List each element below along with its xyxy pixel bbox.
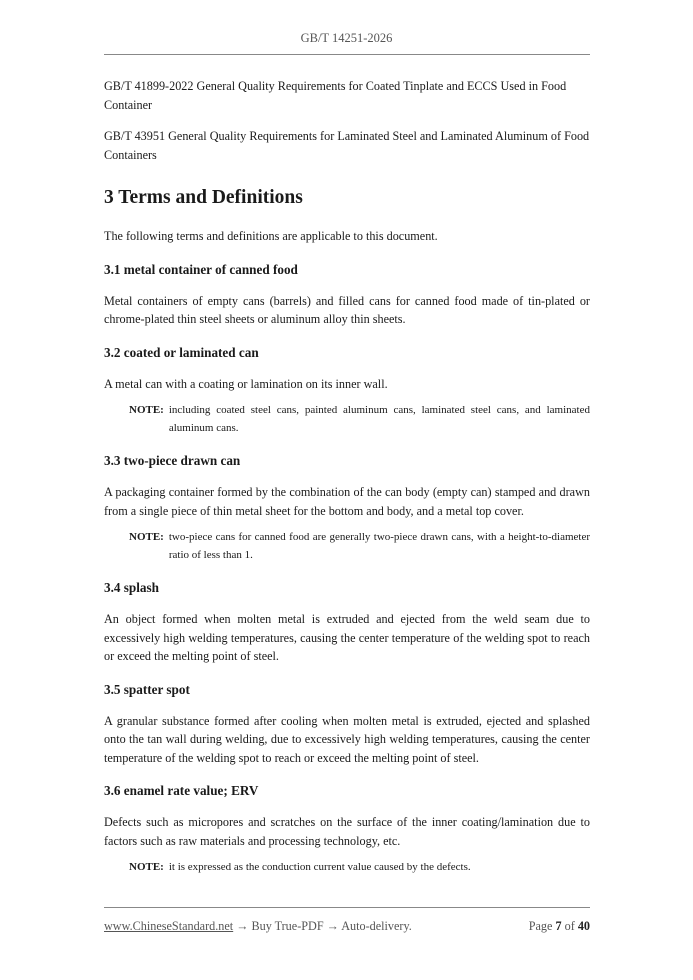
note-text: including coated steel cans, painted aluminum cans, laminated steel cans, and laminated aluminum cans. — [168, 404, 590, 434]
header-rule — [104, 54, 590, 55]
term-heading: 3.1 metal container of canned food — [104, 261, 298, 277]
page-number — [529, 919, 590, 934]
header-title: GB/T 14251-2026 — [300, 31, 393, 45]
website-link[interactable]: www.ChineseStandard.net — [104, 919, 234, 933]
term-definition: An object formed when molten metal is extruded and ejected from the weld seam due to excessively high welding temperatures, causing the center temperature of the welding spot to reach or exceed the melting point of steel. — [104, 612, 590, 663]
delivery-text: Auto-delivery. — [341, 919, 412, 933]
term-note — [129, 528, 590, 564]
term-heading: 3.4 splash — [104, 580, 159, 595]
note-text: two-piece cans for canned food are generally two-piece drawn cans, with a height-to-diameter ratio of less than 1. — [168, 531, 590, 561]
arrow-icon: → — [326, 919, 339, 933]
term-heading: 3.3 two-piece drawn can — [104, 453, 241, 468]
of-word: of — [564, 919, 575, 933]
page-word: Page — [528, 919, 553, 933]
footer-left — [104, 919, 412, 934]
term-heading: 3.2 coated or laminated can — [104, 344, 259, 360]
term-note — [129, 858, 590, 876]
note-label: NOTE: — [129, 404, 164, 416]
section-intro: The following terms and definitions are applicable to this document. — [104, 229, 438, 243]
page-current: 7 — [555, 919, 562, 933]
reference-item: GB/T 41899-2022 General Quality Requirements for Coated Tinplate and ECCS Used in Food Container — [104, 79, 567, 112]
note-label: NOTE: — [129, 861, 164, 873]
section-heading: 3 Terms and Definitions — [104, 187, 303, 208]
footer-rule — [104, 907, 590, 908]
buy-text: Buy True-PDF — [251, 919, 324, 933]
term-definition: A metal can with a coating or lamination on its inner wall. — [104, 376, 388, 391]
content — [104, 77, 590, 876]
term-heading: 3.5 spatter spot — [104, 681, 190, 697]
term-note — [129, 401, 590, 437]
term-heading: 3.6 enamel rate value; ERV — [104, 783, 259, 798]
term-definition: Metal containers of empty cans (barrels) and filled cans for canned food made of tin-plated or chrome-plated thin steel sheets or aluminum alloy thin sheets. — [104, 293, 590, 326]
footer — [104, 919, 590, 934]
note-label: NOTE: — [129, 531, 164, 543]
arrow-icon: → — [236, 919, 249, 933]
term-definition: Defects such as micropores and scratches on the surface of the inner coating/lamination due to factors such as raw materials and processing technology, etc. — [104, 815, 590, 848]
term-definition: A packaging container formed by the combination of the can body (empty can) stamped and drawn from a single piece of thin metal sheet for the bottom and body, and a metal top cover. — [104, 485, 590, 518]
page-total: 40 — [577, 919, 590, 933]
note-text: it is expressed as the conduction current value caused by the defects. — [168, 861, 471, 873]
term-definition: A granular substance formed after cooling when molten metal is extruded, ejected and splashed onto the tan wall during welding, due to excessively high welding temperatures, causing the center temperature of the welding spot to reach or exceed the melting point of steel. — [104, 713, 590, 765]
reference-item: GB/T 43951 General Quality Requirements for Laminated Steel and Laminated Aluminum of Food Containers — [104, 129, 590, 162]
